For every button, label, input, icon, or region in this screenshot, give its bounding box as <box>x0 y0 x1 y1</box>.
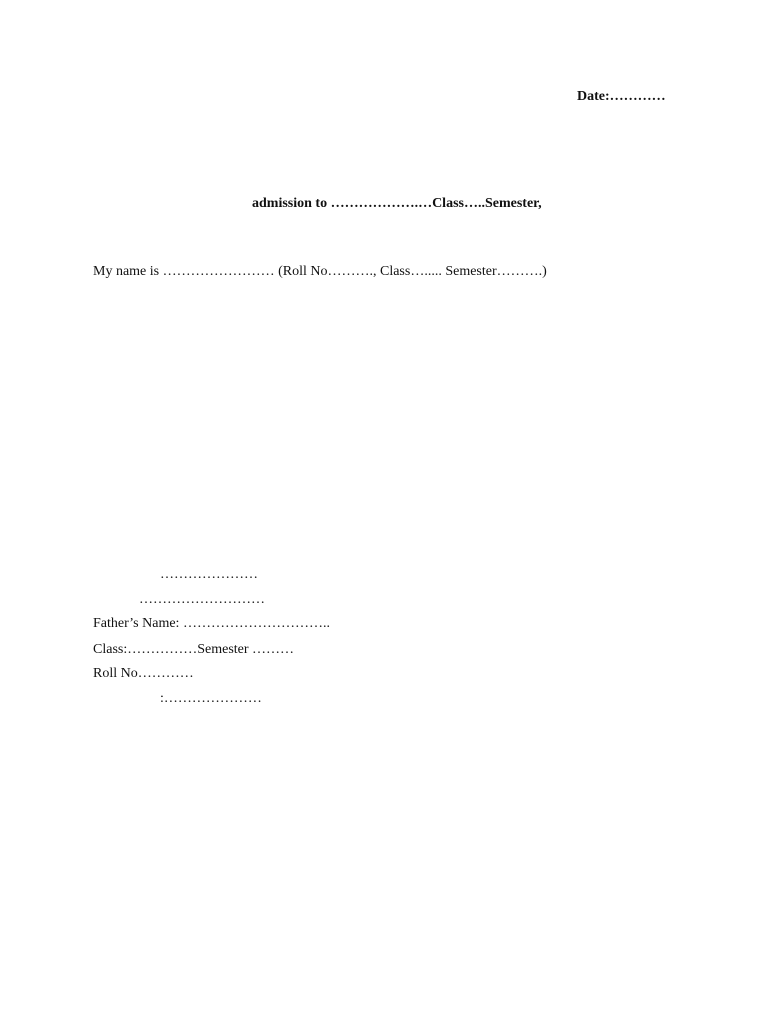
roll-number-field: Roll No………… <box>93 666 194 681</box>
father-name-field: Father’s Name: ………………………….. <box>93 616 330 631</box>
signature-blank-line: ………………… <box>160 567 258 582</box>
intro-paragraph: My name is …………………… (Roll No………., Class…..... Semester……….) <box>93 264 547 279</box>
contact-blank-field: :………………… <box>160 691 262 706</box>
subject-line: admission to ……………….…Class…..Semester, <box>252 196 542 211</box>
name-blank-line: ……………………… <box>139 592 265 607</box>
date-field: Date:………… <box>577 89 666 104</box>
class-semester-field: Class:……………Semester ……… <box>93 642 295 657</box>
